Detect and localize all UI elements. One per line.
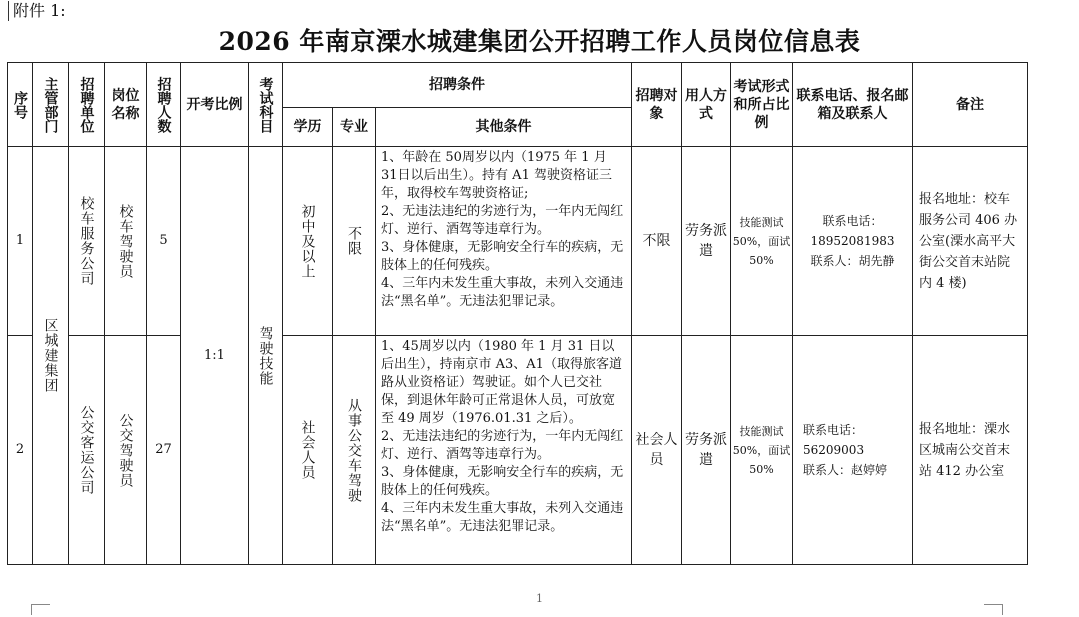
row-major: 不限	[333, 147, 376, 336]
ratio-cell: 1:1	[181, 147, 249, 565]
header-position: 岗位名称	[105, 63, 147, 147]
row-conditions	[376, 147, 632, 336]
header-other: 其他条件	[376, 108, 632, 147]
row-major: 从事公交车驾驶	[333, 336, 376, 565]
contact-phone: 联系电话：56209003	[803, 423, 865, 457]
header-seq: 序号	[8, 63, 33, 147]
page-corner-mark-right	[984, 604, 1003, 615]
row-count: 5	[147, 147, 181, 336]
condition-item: 1、45周岁以内（1980 年 1 月 31 日以后出生），持南京市 A3、A1（取得旅客道路从业资格证）驾驶证。如个人已交社保，到退休年龄可正常退休人员，可放宽至 49 周岁（1976.01.31 之后）。	[381, 339, 622, 426]
row-unit: 公交客运公司	[69, 336, 105, 565]
row-exam-form: 技能测试 50%，面试 50%	[731, 336, 793, 565]
header-count: 招聘人数	[147, 63, 181, 147]
contact-phone: 联系电话：18952081983	[810, 214, 895, 248]
condition-item: 2、无违法违纪的劣迹行为，一年内无闯红灯、逆行、酒驾等违章行为。	[381, 204, 624, 237]
header-conditions: 招聘条件	[283, 63, 632, 108]
row-target: 不限	[632, 147, 682, 336]
page-corner-mark-left	[31, 604, 50, 615]
page-title: 2026 年南京溧水城建集团公开招聘工作人员岗位信息表	[218, 27, 861, 56]
header-remark: 备注	[913, 63, 1028, 147]
subject-cell: 驾驶技能	[249, 147, 283, 565]
page-number: 1	[536, 592, 543, 605]
header-exam-form: 考试形式和所占比例	[731, 63, 793, 147]
row-count: 27	[147, 336, 181, 565]
row-unit: 校车服务公司	[69, 147, 105, 336]
header-row-1	[8, 63, 1028, 108]
row-employment: 劳务派遣	[682, 336, 731, 565]
condition-item: 2、无违法违纪的劣迹行为，一年内无闯红灯、逆行、酒驾等违章行为。	[381, 429, 624, 462]
row-conditions	[376, 336, 632, 565]
row-education: 社会人员	[283, 336, 333, 565]
row-position: 公交驾驶员	[105, 336, 147, 565]
row-position: 校车驾驶员	[105, 147, 147, 336]
row-contact	[793, 336, 913, 565]
annex-label: 附件 1:	[8, 1, 66, 21]
header-education: 学历	[283, 108, 333, 147]
condition-item: 1、年龄在 50周岁以内（1975 年 1 月 31日以后出生）。持有 A1 驾驶资格证三年，取得校车驾驶资格证;	[381, 150, 612, 201]
row-remark: 报名地址：溧水区城南公交首末站 412 办公室	[913, 336, 1028, 565]
header-unit: 招聘单位	[69, 63, 105, 147]
row-contact	[793, 147, 913, 336]
recruitment-table	[7, 62, 1028, 565]
condition-item: 3、身体健康，无影响安全行车的疾病，无肢体上的任何残疾。	[381, 465, 624, 498]
dept-cell: 区城建集团	[33, 147, 69, 565]
row-remark: 报名地址：校车服务公司 406 办公室(溧水高平大街公交首末站院内 4 楼)	[913, 147, 1028, 336]
row-education: 初中及以上	[283, 147, 333, 336]
header-dept: 主管部门	[33, 63, 69, 147]
contact-person: 联系人：赵婷婷	[803, 463, 888, 477]
row-employment: 劳务派遣	[682, 147, 731, 336]
row-target: 社会人员	[632, 336, 682, 565]
header-major: 专业	[333, 108, 376, 147]
header-contact: 联系电话、报名邮箱及联系人	[793, 63, 913, 147]
condition-item: 3、身体健康，无影响安全行车的疾病，无肢体上的任何残疾。	[381, 240, 624, 273]
table-row	[8, 336, 1028, 565]
table-row	[8, 147, 1028, 336]
header-subject: 考试科目	[249, 63, 283, 147]
header-ratio: 开考比例	[181, 63, 249, 147]
condition-item: 4、三年内未发生重大事故，未列入交通违法“黑名单”。无违法犯罪记录。	[381, 276, 624, 309]
row-exam-form: 技能测试 50%，面试 50%	[731, 147, 793, 336]
row-seq: 2	[8, 336, 33, 565]
header-target: 招聘对象	[632, 63, 682, 147]
row-seq: 1	[8, 147, 33, 336]
contact-person: 联系人：胡先静	[810, 254, 895, 268]
header-employment: 用人方式	[682, 63, 731, 147]
condition-item: 4、三年内未发生重大事故，未列入交通违法“黑名单”。无违法犯罪记录。	[381, 501, 624, 534]
